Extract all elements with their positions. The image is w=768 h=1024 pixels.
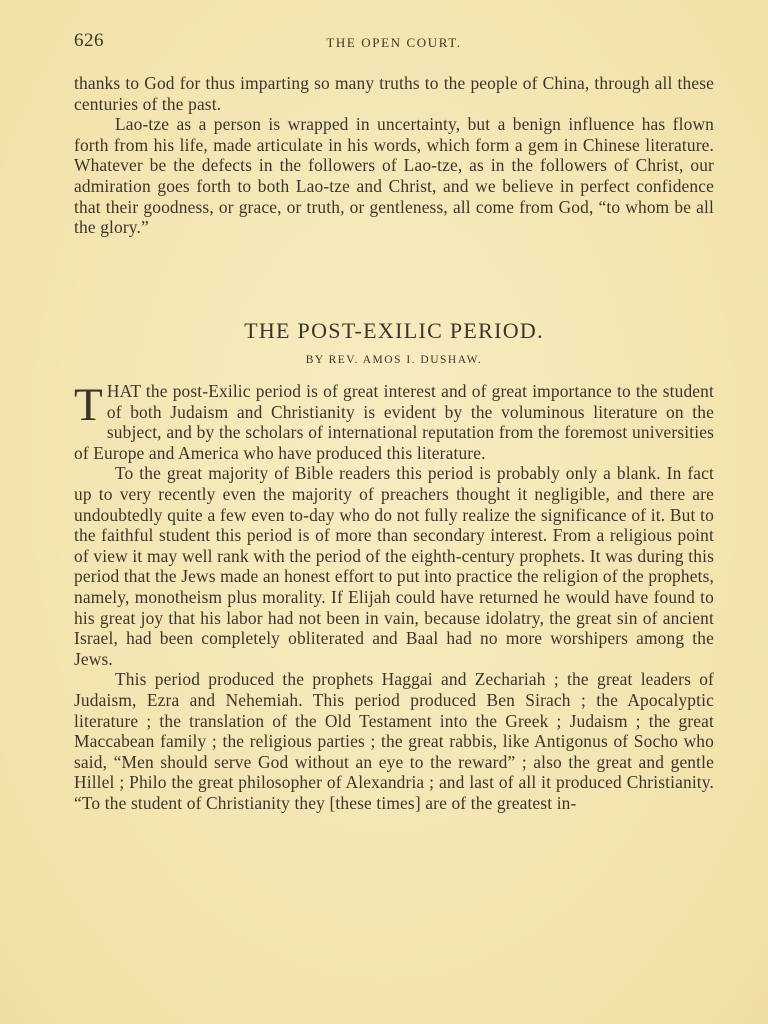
preceding-article-text [74, 73, 714, 238]
lead-caps: HAT [106, 381, 141, 401]
paragraph: To the great majority of Bible readers this period is probably only a blank. In fact up to very recently even the majority of preachers thought it negligible, and there are undoubtedly quite a few even to-day who do not fully realize the significance of it. But to the faithful student this period is of more than secondary interest. From a religious point of view it may well rank with the period of the eighth-century prophets. It was during this period that the Jews made an honest effort to put into practice the religion of the prophets, namely, monotheism plus morality. If Elijah could have returned he would have found to his great joy that his labor had not been in vain, because idolatry, the great sin of ancient Israel, had been completely obliterated and Baal had no more worshipers among the Jews. [74, 463, 714, 669]
opening-paragraph-text: the post-Exilic period is of great interest and of great importance to the student of both Judaism and Christianity is evident by the voluminous literature on the subject, and by the scholars of international reputation from the foremost universities of Europe and America who have produced this literature. [74, 381, 714, 463]
page-number: 626 [74, 30, 104, 51]
article-body [74, 381, 714, 813]
paragraph: thanks to God for thus imparting so many truths to the people of China, through all these centuries of the past. [74, 73, 714, 114]
running-title: THE OPEN COURT. [326, 35, 462, 50]
paragraph: This period produced the prophets Haggai and Zechariah ; the great leaders of Judaism, Ezra and Nehemiah. This period produced Ben Sirach ; the Apocalyptic literature ; the translation of the Old Testament into the Greek ; Judaism ; the great Maccabean family ; the religious parties ; the great rabbis, like Antigonus of Socho who said, “Men should serve God without an eye to the reward” ; also the great and gentle Hillel ; Philo the great philosopher of Alexandria ; and last of all it produced Christianity. “To the student of Christianity they [these times] are of the greatest in- [74, 669, 714, 813]
article-title: THE POST-EXILIC PERIOD. [244, 318, 544, 343]
article-byline: BY REV. AMOS I. DUSHAW. [305, 354, 483, 366]
paragraph: Lao-tze as a person is wrapped in uncertainty, but a benign influence has flown forth from his life, made articulate in his words, which form a gem in Chinese literature. Whatever be the defects in the followers of Lao-tze, as in the followers of Christ, our admiration goes forth to both Lao-tze and Christ, and we believe in perfect confidence that their goodness, or grace, or truth, or gentleness, all come from God, “to whom be all the glory.” [74, 114, 714, 238]
running-head [74, 30, 714, 54]
drop-cap: T [74, 379, 103, 431]
opening-paragraph [74, 381, 714, 463]
